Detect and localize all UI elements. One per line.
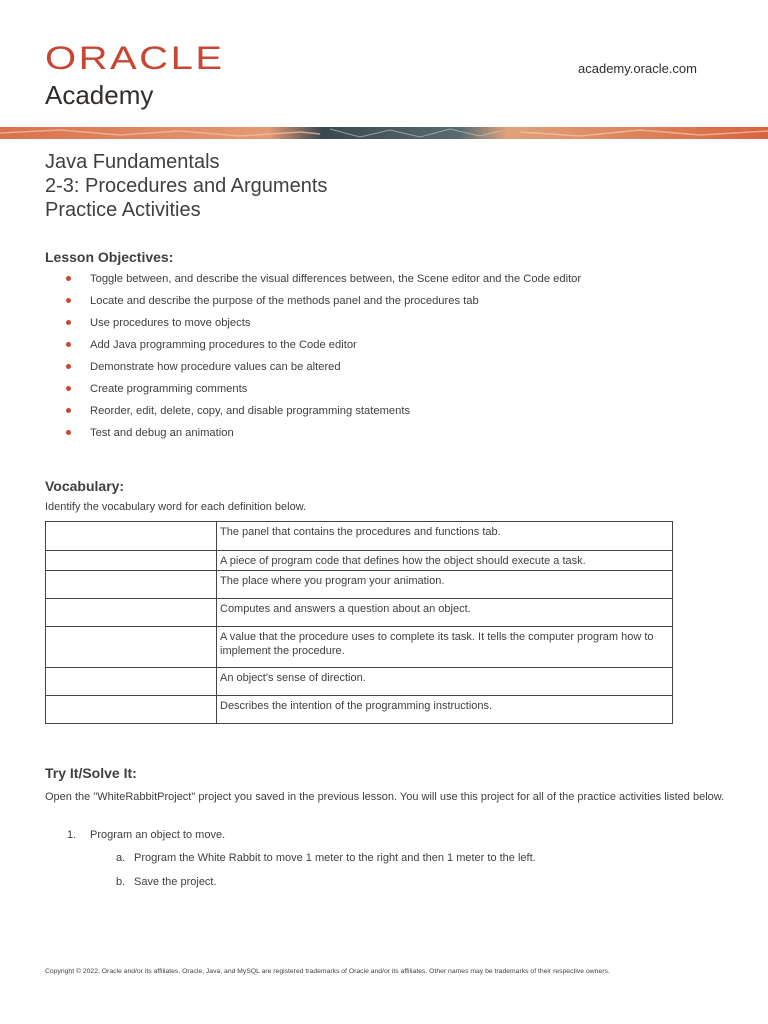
- step-number: 1.: [67, 829, 77, 841]
- step-text: Program an object to move.: [90, 829, 226, 841]
- bullet-icon: [66, 298, 71, 303]
- bullet-icon: [66, 364, 71, 369]
- list-item: Add Java programming procedures to the Code editor: [62, 338, 581, 360]
- bullet-icon: [66, 320, 71, 325]
- site-url: academy.oracle.com: [578, 61, 697, 76]
- oracle-academy-logo: [45, 40, 225, 110]
- vocab-term-cell[interactable]: [46, 599, 217, 627]
- bullet-icon: [66, 408, 71, 413]
- bullet-icon: [66, 386, 71, 391]
- substep-text: Program the White Rabbit to move 1 meter to the right and then 1 meter to the left.: [134, 852, 536, 864]
- vocab-definition-cell: Computes and answers a question about an object.: [217, 599, 673, 627]
- copyright-footer: Copyright © 2022, Oracle and/or its affiliates. Oracle, Java, and MySQL are registered trademarks of Oracle and/or its affiliates. Other names may be trademarks of their respective owners.: [45, 968, 610, 975]
- table-row: [46, 696, 673, 724]
- list-item: Test and debug an animation: [62, 426, 581, 448]
- table-row: [46, 627, 673, 668]
- course-title: Java Fundamentals: [45, 151, 220, 173]
- list-item: Demonstrate how procedure values can be altered: [62, 360, 581, 382]
- table-row: [46, 522, 673, 551]
- vocabulary-intro: Identify the vocabulary word for each definition below.: [45, 501, 307, 513]
- vocab-term-cell[interactable]: [46, 522, 217, 551]
- table-row: [46, 668, 673, 696]
- vocab-term-cell[interactable]: [46, 627, 217, 668]
- document-title: [45, 150, 327, 222]
- activity-title: Practice Activities: [45, 199, 201, 221]
- vocabulary-heading: Vocabulary:: [45, 478, 125, 494]
- vocab-term-cell[interactable]: [46, 551, 217, 571]
- bullet-icon: [66, 276, 71, 281]
- substep-letter: a.: [116, 852, 126, 864]
- vocab-term-cell[interactable]: [46, 571, 217, 599]
- decorative-banner: [0, 127, 768, 139]
- objectives-list: [62, 272, 581, 448]
- vocab-definition-cell: Describes the intention of the programming instructions.: [217, 696, 673, 724]
- table-row: [46, 571, 673, 599]
- try-it-heading: Try It/Solve It:: [45, 765, 137, 781]
- oracle-logo-text: ORACLE: [45, 40, 225, 76]
- academy-logo-text: Academy: [45, 80, 154, 110]
- vocab-definition-cell: A piece of program code that defines how the object should execute a task.: [217, 551, 673, 571]
- table-row: [46, 599, 673, 627]
- lesson-title: 2-3: Procedures and Arguments: [45, 175, 328, 197]
- vocabulary-table: [45, 521, 673, 724]
- substep-letter: b.: [116, 876, 126, 888]
- list-item: Reorder, edit, delete, copy, and disable programming statements: [62, 404, 581, 426]
- vocab-definition-cell: The panel that contains the procedures and functions tab.: [217, 522, 673, 551]
- vocab-definition-cell: An object's sense of direction.: [217, 668, 673, 696]
- list-item: Use procedures to move objects: [62, 316, 581, 338]
- vocab-term-cell[interactable]: [46, 668, 217, 696]
- vocab-definition-cell: The place where you program your animation.: [217, 571, 673, 599]
- substep-text: Save the project.: [134, 876, 217, 888]
- page-header: [0, 0, 768, 140]
- table-row: [46, 551, 673, 571]
- bullet-icon: [66, 342, 71, 347]
- bullet-icon: [66, 430, 71, 435]
- try-it-intro: Open the "WhiteRabbitProject" project you saved in the previous lesson. You will use this project for all of the practice activities listed below.: [45, 791, 725, 803]
- objectives-heading: Lesson Objectives:: [45, 249, 174, 265]
- vocab-definition-cell: A value that the procedure uses to complete its task. It tells the computer program how to implement the procedure.: [217, 627, 673, 668]
- list-item: Locate and describe the purpose of the methods panel and the procedures tab: [62, 294, 581, 316]
- vocab-term-cell[interactable]: [46, 696, 217, 724]
- list-item: Toggle between, and describe the visual differences between, the Scene editor and the Code editor: [62, 272, 581, 294]
- list-item: Create programming comments: [62, 382, 581, 404]
